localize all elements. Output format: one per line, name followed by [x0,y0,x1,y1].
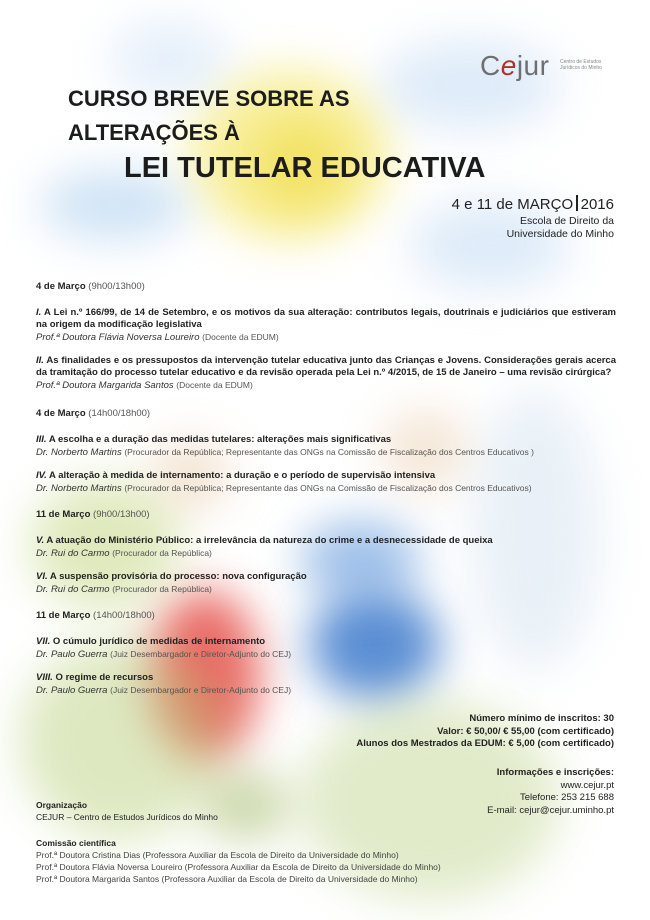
program-item [36,571,616,596]
session-heading: 4 de Março (14h00/18h00) [36,408,151,419]
website-link[interactable]: www.cejur.pt [560,779,614,791]
item-title: II. As finalidades e os pressupostos da intervenção tutelar educativa junto das Crianças e Jovens. Considerações gerais acerca da tramitação do processo tutelar educativo e da revisão operada pela Lei n.º 4/2015, de 15 de Janeiro – uma revisão cirúrgica? [36,355,616,378]
program-item [36,470,616,495]
item-speaker: Prof.ª Doutora Flávia Noversa Loureiro (Docente da EDUM) [36,332,279,343]
cejur-logo [480,50,620,86]
event-venue: Escola de Direito da Universidade do Minho [506,215,614,240]
logo-wordmark: Cejur [480,50,550,81]
email-link[interactable]: E-mail: cejur@cejur.uminho.pt [487,804,614,816]
date-separator [576,195,578,211]
event-dates: 4 e 11 de MARÇO 2016 [451,196,614,213]
committee-member: Prof.ª Doutora Flávia Noversa Loureiro (Professora Auxiliar da Escola de Direito da Universidade do Minho) [36,862,441,872]
organization-text: CEJUR – Centro de Estudos Jurídicos do Minho [36,812,218,822]
item-title: IV. A alteração à medida de internamento: a duração e o período de supervisão intensiva [36,470,436,481]
item-speaker: Dr. Rui do Carmo (Procurador da República) [36,584,212,595]
item-title: V. A atuação do Ministério Público: a irrelevância da natureza do crime e a desnecessidade de queixa [36,535,493,546]
phone-number: Telefone: 253 215 688 [519,792,614,803]
committee-heading: Comissão científica [36,838,116,848]
session-heading: 11 de Março (14h00/18h00) [36,610,155,621]
session-heading: 11 de Março (9h00/13h00) [36,509,150,520]
committee-member: Prof.ª Doutora Margarida Santos (Professora Auxiliar da Escola de Direito da Universidade do Minho) [36,874,418,884]
item-speaker: Dr. Norberto Martins (Procurador da República; Representante das ONGs na Comissão de Fiscalização dos Centros Educativos) [36,483,532,494]
item-title: III. A escolha e a duração das medidas tutelares: alterações mais significativas [36,434,392,445]
item-title: VII. O cúmulo jurídico de medidas de internamento [36,636,266,647]
item-speaker: Dr. Paulo Guerra (Juiz Desembargador e Diretor-Adjunto do CEJ) [36,649,292,660]
program-item [36,636,616,661]
item-title: I. A Lei n.º 166/99, de 14 de Setembro, e os motivos da sua alteração: contributos legais, doutrinais e judiciários que estiveram na origem da modificação legislativa [36,307,616,330]
title-line-1: CURSO BREVE SOBRE AS [68,86,350,111]
contacts-heading: Informações e inscrições: [496,767,614,778]
session-heading: 4 de Março (9h00/13h00) [36,281,145,292]
item-speaker: Dr. Rui do Carmo (Procurador da República) [36,548,212,559]
logo-subtitle: Centro de Estudos Jurídicos do Minho [560,59,602,71]
organization [36,799,218,823]
program-item [36,535,616,560]
scientific-committee [36,837,441,885]
contacts [487,767,614,817]
item-speaker: Dr. Paulo Guerra (Juiz Desembargador e Diretor-Adjunto do CEJ) [36,685,292,696]
item-speaker: Prof.ª Doutora Margarida Santos (Docente da EDUM) [36,380,253,391]
title-line-2: ALTERAÇÕES À [68,120,240,145]
program-item [36,307,616,344]
committee-member: Prof.ª Doutora Cristina Dias (Professora Auxiliar da Escola de Direito da Universidade do Minho) [36,850,399,860]
program-item [36,434,616,459]
registration-info: Número mínimo de inscritos: 30 Valor: € 50,00/ € 55,00 (com certificado) Alunos dos Mestrados da EDUM: € 5,00 (com certificado) [356,713,614,749]
program-item [36,672,616,697]
program-item [36,355,616,392]
title-line-3: LEI TUTELAR EDUCATIVA [124,152,486,184]
item-title: VIII. O regime de recursos [36,672,154,683]
organization-heading: Organização [36,800,88,810]
item-speaker: Dr. Norberto Martins (Procurador da República; Representante das ONGs na Comissão de Fiscalização dos Centros Educativos ) [36,447,534,458]
program [36,281,616,708]
item-title: VI. A suspensão provisória do processo: nova configuração [36,571,307,582]
